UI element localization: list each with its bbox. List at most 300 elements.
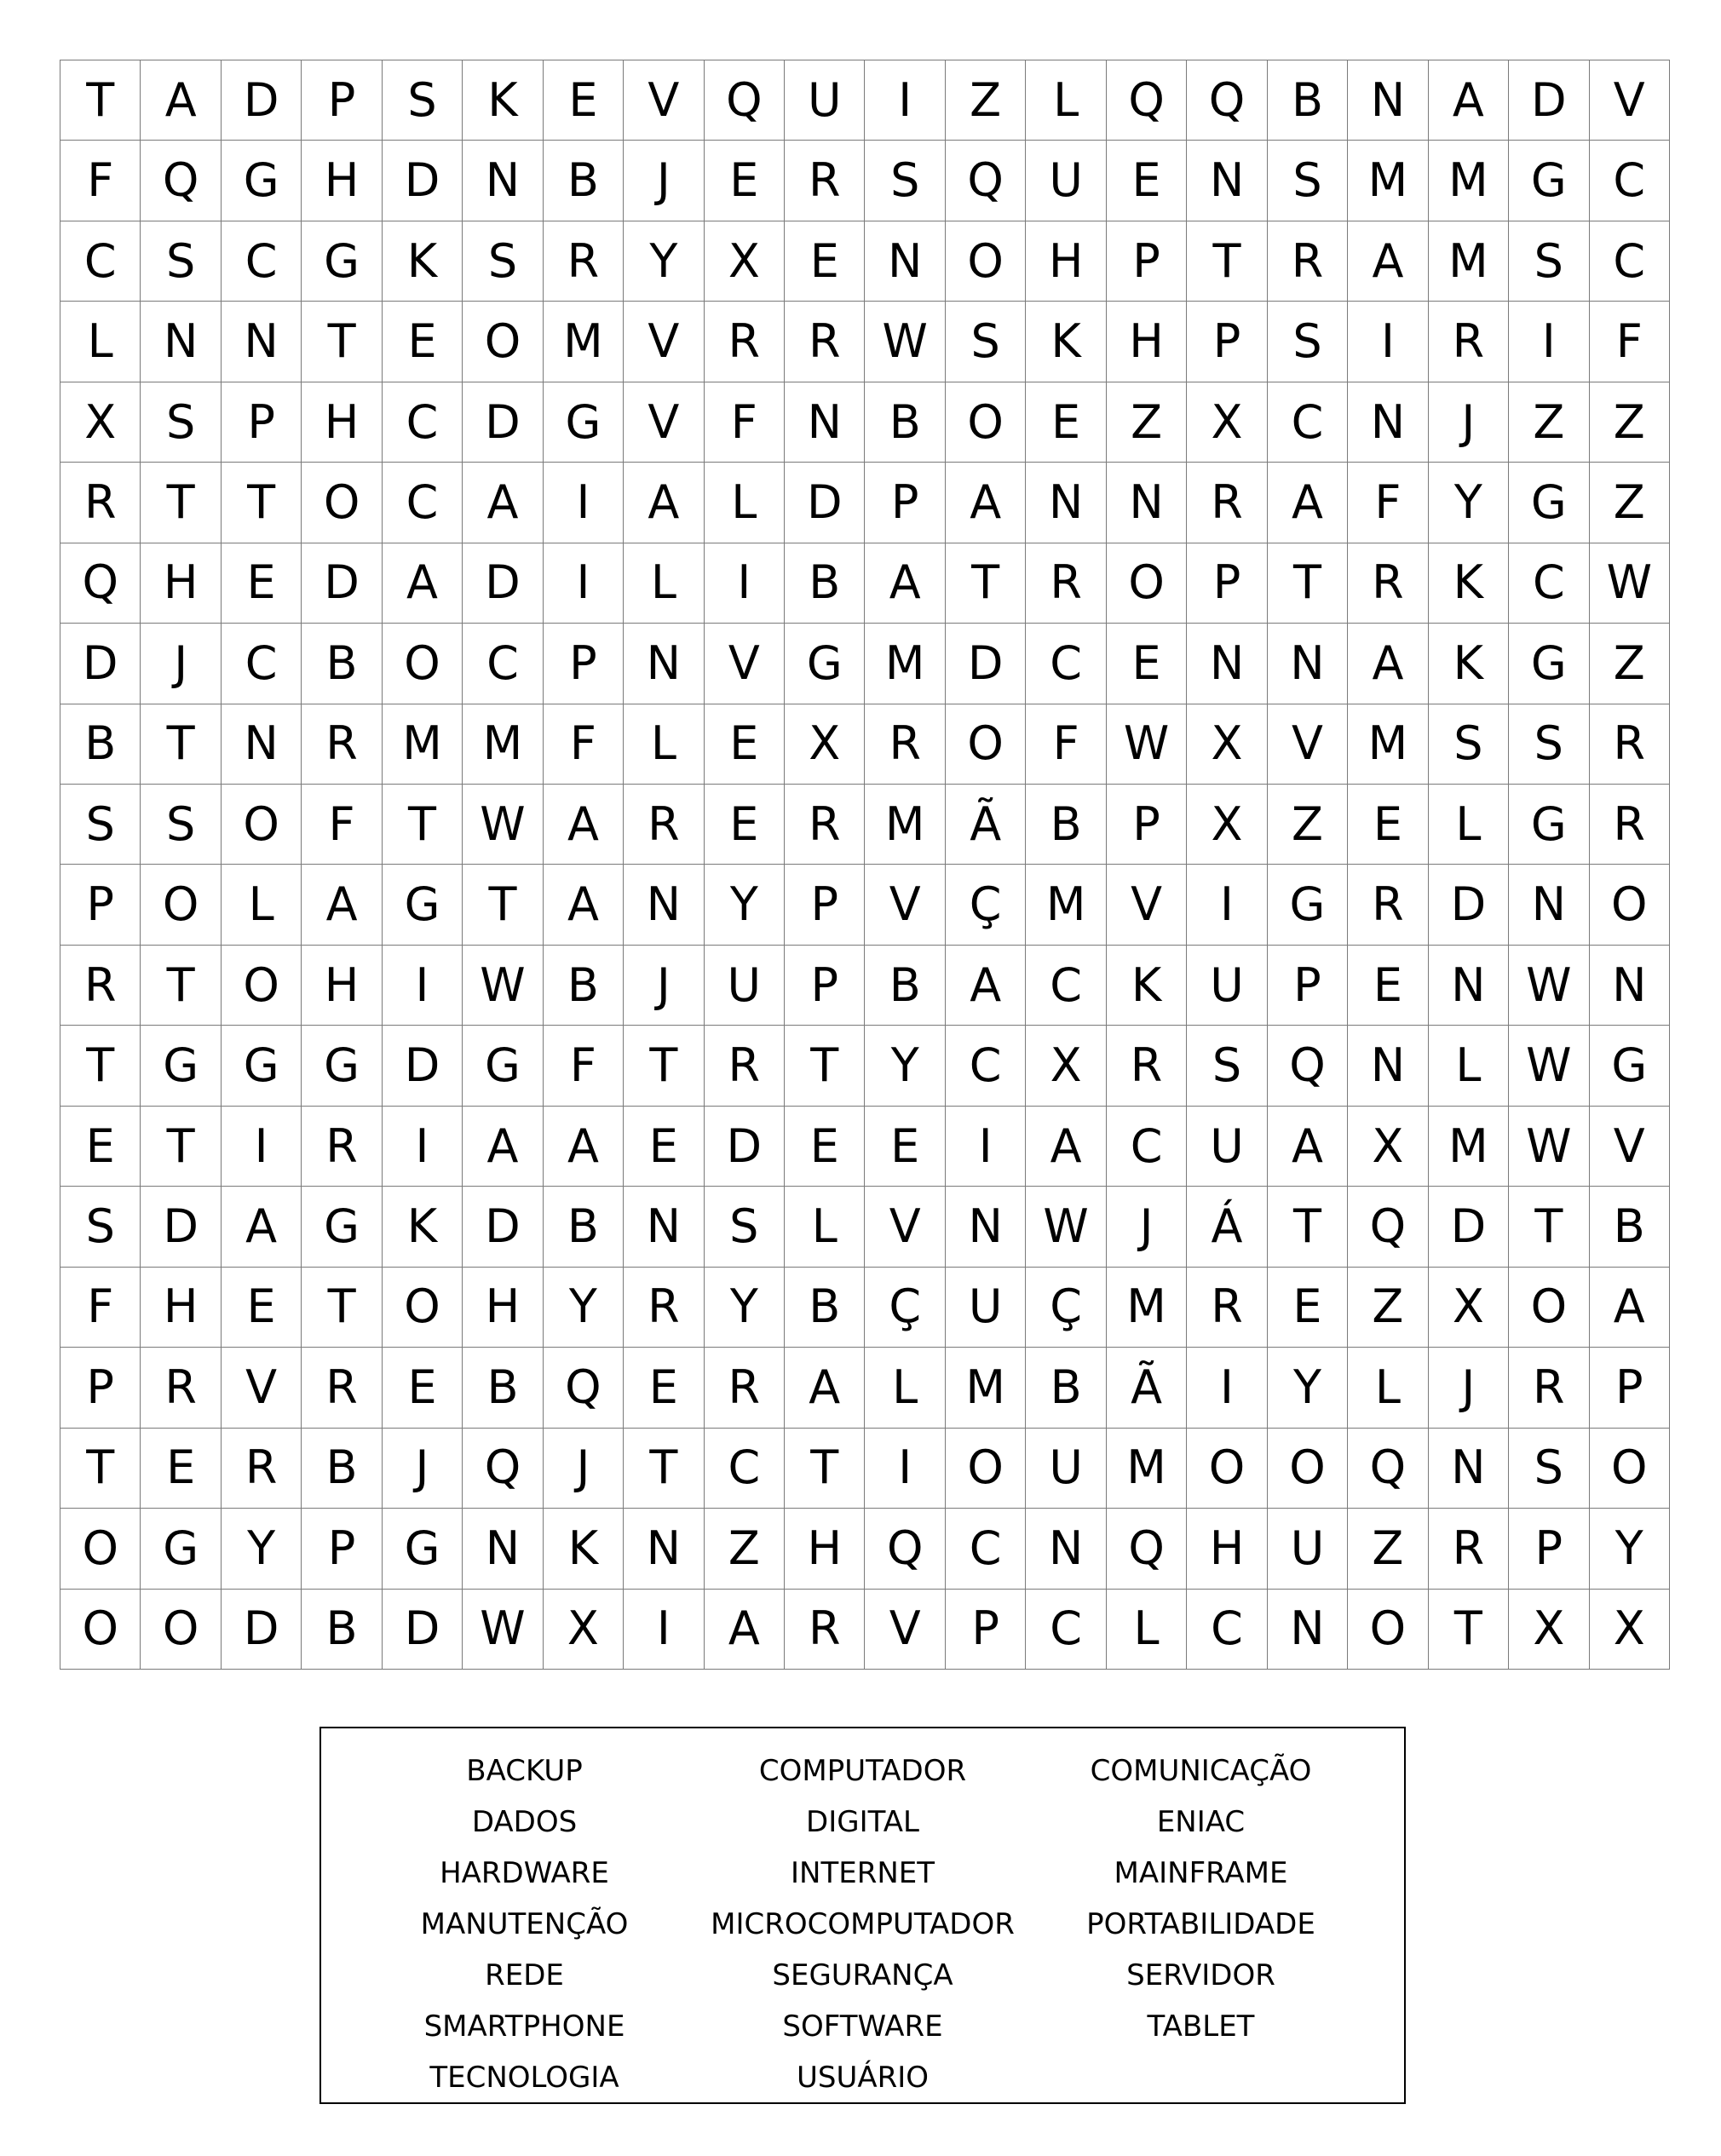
- grid-cell[interactable]: O: [60, 1509, 141, 1589]
- grid-cell[interactable]: H: [785, 1509, 865, 1589]
- grid-cell[interactable]: R: [302, 1107, 382, 1187]
- grid-cell[interactable]: G: [1509, 141, 1589, 221]
- grid-cell[interactable]: R: [544, 221, 624, 302]
- grid-cell[interactable]: R: [1429, 1509, 1509, 1589]
- grid-cell[interactable]: A: [463, 1107, 543, 1187]
- grid-cell[interactable]: Q: [865, 1509, 945, 1589]
- grid-cell[interactable]: N: [1509, 865, 1589, 945]
- grid-cell[interactable]: F: [60, 1268, 141, 1348]
- grid-cell[interactable]: Z: [1590, 463, 1670, 543]
- grid-cell[interactable]: V: [624, 60, 704, 141]
- grid-cell[interactable]: R: [1107, 1026, 1187, 1106]
- grid-cell[interactable]: E: [544, 60, 624, 141]
- grid-cell[interactable]: P: [302, 60, 382, 141]
- grid-cell[interactable]: M: [1348, 704, 1428, 785]
- grid-cell[interactable]: N: [946, 1187, 1026, 1267]
- grid-cell[interactable]: O: [1107, 543, 1187, 624]
- grid-cell[interactable]: Q: [1348, 1187, 1428, 1267]
- grid-cell[interactable]: F: [544, 1026, 624, 1106]
- grid-cell[interactable]: V: [1268, 704, 1348, 785]
- grid-cell[interactable]: H: [302, 946, 382, 1026]
- grid-cell[interactable]: R: [1187, 463, 1267, 543]
- grid-cell[interactable]: I: [544, 463, 624, 543]
- grid-cell[interactable]: N: [1026, 463, 1106, 543]
- grid-cell[interactable]: C: [1590, 221, 1670, 302]
- grid-cell[interactable]: C: [1509, 543, 1589, 624]
- grid-cell[interactable]: N: [463, 141, 543, 221]
- grid-cell[interactable]: R: [302, 704, 382, 785]
- grid-cell[interactable]: S: [141, 221, 221, 302]
- grid-cell[interactable]: M: [1429, 141, 1509, 221]
- grid-cell[interactable]: I: [1187, 1348, 1267, 1428]
- grid-cell[interactable]: P: [785, 865, 865, 945]
- grid-cell[interactable]: Ç: [1026, 1268, 1106, 1348]
- grid-cell[interactable]: T: [141, 463, 221, 543]
- grid-cell[interactable]: A: [785, 1348, 865, 1428]
- grid-cell[interactable]: O: [1509, 1268, 1589, 1348]
- grid-cell[interactable]: P: [302, 1509, 382, 1589]
- grid-cell[interactable]: T: [302, 1268, 382, 1348]
- grid-cell[interactable]: T: [785, 1429, 865, 1509]
- grid-cell[interactable]: D: [383, 141, 463, 221]
- grid-cell[interactable]: T: [141, 946, 221, 1026]
- grid-cell[interactable]: I: [865, 1429, 945, 1509]
- grid-cell[interactable]: X: [1429, 1268, 1509, 1348]
- grid-cell[interactable]: C: [1187, 1590, 1267, 1670]
- grid-cell[interactable]: C: [222, 624, 302, 704]
- grid-cell[interactable]: O: [1348, 1590, 1428, 1670]
- grid-cell[interactable]: G: [383, 865, 463, 945]
- grid-cell[interactable]: H: [1026, 221, 1106, 302]
- grid-cell[interactable]: E: [1348, 946, 1428, 1026]
- grid-cell[interactable]: T: [141, 1107, 221, 1187]
- grid-cell[interactable]: B: [302, 624, 382, 704]
- grid-cell[interactable]: W: [1026, 1187, 1106, 1267]
- grid-cell[interactable]: L: [1107, 1590, 1187, 1670]
- grid-cell[interactable]: E: [383, 302, 463, 382]
- grid-cell[interactable]: S: [1509, 221, 1589, 302]
- grid-cell[interactable]: K: [1429, 624, 1509, 704]
- grid-cell[interactable]: O: [1268, 1429, 1348, 1509]
- grid-cell[interactable]: H: [463, 1268, 543, 1348]
- grid-cell[interactable]: T: [222, 463, 302, 543]
- grid-cell[interactable]: G: [1509, 463, 1589, 543]
- grid-cell[interactable]: C: [1026, 624, 1106, 704]
- grid-cell[interactable]: B: [302, 1590, 382, 1670]
- grid-cell[interactable]: L: [1348, 1348, 1428, 1428]
- grid-cell[interactable]: Ç: [946, 865, 1026, 945]
- grid-cell[interactable]: Y: [624, 221, 704, 302]
- grid-cell[interactable]: Y: [544, 1268, 624, 1348]
- grid-cell[interactable]: T: [1429, 1590, 1509, 1670]
- grid-cell[interactable]: P: [1187, 543, 1267, 624]
- grid-cell[interactable]: P: [222, 382, 302, 463]
- grid-cell[interactable]: W: [1590, 543, 1670, 624]
- grid-cell[interactable]: W: [1509, 1107, 1589, 1187]
- grid-cell[interactable]: G: [785, 624, 865, 704]
- grid-cell[interactable]: R: [1187, 1268, 1267, 1348]
- grid-cell[interactable]: A: [1429, 60, 1509, 141]
- grid-cell[interactable]: N: [1348, 1026, 1428, 1106]
- grid-cell[interactable]: X: [1590, 1590, 1670, 1670]
- grid-cell[interactable]: B: [785, 1268, 865, 1348]
- grid-cell[interactable]: E: [222, 543, 302, 624]
- grid-cell[interactable]: G: [1268, 865, 1348, 945]
- grid-cell[interactable]: P: [1509, 1509, 1589, 1589]
- grid-cell[interactable]: I: [865, 60, 945, 141]
- grid-cell[interactable]: C: [222, 221, 302, 302]
- grid-cell[interactable]: F: [60, 141, 141, 221]
- grid-cell[interactable]: G: [141, 1509, 221, 1589]
- grid-cell[interactable]: L: [785, 1187, 865, 1267]
- grid-cell[interactable]: M: [1429, 1107, 1509, 1187]
- grid-cell[interactable]: N: [624, 624, 704, 704]
- grid-cell[interactable]: S: [383, 60, 463, 141]
- grid-cell[interactable]: R: [1026, 543, 1106, 624]
- grid-cell[interactable]: P: [785, 946, 865, 1026]
- grid-cell[interactable]: V: [705, 624, 785, 704]
- grid-cell[interactable]: I: [705, 543, 785, 624]
- grid-cell[interactable]: R: [222, 1429, 302, 1509]
- grid-cell[interactable]: X: [1348, 1107, 1428, 1187]
- grid-cell[interactable]: X: [1187, 704, 1267, 785]
- grid-cell[interactable]: G: [302, 1187, 382, 1267]
- grid-cell[interactable]: K: [1107, 946, 1187, 1026]
- grid-cell[interactable]: F: [705, 382, 785, 463]
- grid-cell[interactable]: W: [463, 946, 543, 1026]
- grid-cell[interactable]: O: [141, 865, 221, 945]
- grid-cell[interactable]: D: [946, 624, 1026, 704]
- grid-cell[interactable]: S: [1268, 141, 1348, 221]
- grid-cell[interactable]: I: [946, 1107, 1026, 1187]
- grid-cell[interactable]: I: [1509, 302, 1589, 382]
- grid-cell[interactable]: X: [705, 221, 785, 302]
- grid-cell[interactable]: Q: [1348, 1429, 1428, 1509]
- grid-cell[interactable]: S: [1187, 1026, 1267, 1106]
- grid-cell[interactable]: O: [302, 463, 382, 543]
- grid-cell[interactable]: O: [1590, 1429, 1670, 1509]
- grid-cell[interactable]: Q: [463, 1429, 543, 1509]
- grid-cell[interactable]: D: [222, 60, 302, 141]
- grid-cell[interactable]: R: [705, 1348, 785, 1428]
- grid-cell[interactable]: J: [624, 141, 704, 221]
- grid-cell[interactable]: N: [1268, 624, 1348, 704]
- grid-cell[interactable]: G: [222, 141, 302, 221]
- grid-cell[interactable]: O: [60, 1590, 141, 1670]
- grid-cell[interactable]: M: [1107, 1429, 1187, 1509]
- grid-cell[interactable]: N: [141, 302, 221, 382]
- grid-cell[interactable]: L: [1429, 785, 1509, 865]
- grid-cell[interactable]: C: [60, 221, 141, 302]
- grid-cell[interactable]: U: [1026, 1429, 1106, 1509]
- grid-cell[interactable]: R: [60, 946, 141, 1026]
- grid-cell[interactable]: C: [1026, 946, 1106, 1026]
- grid-cell[interactable]: E: [1268, 1268, 1348, 1348]
- grid-cell[interactable]: E: [624, 1348, 704, 1428]
- grid-cell[interactable]: I: [1187, 865, 1267, 945]
- grid-cell[interactable]: S: [1509, 704, 1589, 785]
- grid-cell[interactable]: J: [624, 946, 704, 1026]
- grid-cell[interactable]: N: [1187, 624, 1267, 704]
- grid-cell[interactable]: S: [60, 785, 141, 865]
- grid-cell[interactable]: J: [1429, 382, 1509, 463]
- grid-cell[interactable]: B: [1026, 785, 1106, 865]
- grid-cell[interactable]: C: [946, 1509, 1026, 1589]
- grid-cell[interactable]: M: [1107, 1268, 1187, 1348]
- grid-cell[interactable]: W: [463, 1590, 543, 1670]
- grid-cell[interactable]: M: [383, 704, 463, 785]
- grid-cell[interactable]: M: [1429, 221, 1509, 302]
- grid-cell[interactable]: A: [141, 60, 221, 141]
- grid-cell[interactable]: N: [1268, 1590, 1348, 1670]
- grid-cell[interactable]: G: [383, 1509, 463, 1589]
- grid-cell[interactable]: I: [624, 1590, 704, 1670]
- grid-cell[interactable]: X: [1187, 785, 1267, 865]
- grid-cell[interactable]: T: [383, 785, 463, 865]
- grid-cell[interactable]: O: [946, 221, 1026, 302]
- grid-cell[interactable]: N: [1348, 60, 1428, 141]
- grid-cell[interactable]: L: [865, 1348, 945, 1428]
- grid-cell[interactable]: B: [1026, 1348, 1106, 1428]
- grid-cell[interactable]: L: [624, 543, 704, 624]
- grid-cell[interactable]: H: [1107, 302, 1187, 382]
- grid-cell[interactable]: F: [1026, 704, 1106, 785]
- grid-cell[interactable]: T: [1509, 1187, 1589, 1267]
- grid-cell[interactable]: B: [544, 141, 624, 221]
- grid-cell[interactable]: C: [1026, 1590, 1106, 1670]
- grid-cell[interactable]: P: [544, 624, 624, 704]
- grid-cell[interactable]: Q: [946, 141, 1026, 221]
- grid-cell[interactable]: A: [1268, 463, 1348, 543]
- grid-cell[interactable]: C: [1268, 382, 1348, 463]
- grid-cell[interactable]: W: [463, 785, 543, 865]
- grid-cell[interactable]: J: [1107, 1187, 1187, 1267]
- grid-cell[interactable]: A: [705, 1590, 785, 1670]
- grid-cell[interactable]: C: [705, 1429, 785, 1509]
- grid-cell[interactable]: X: [1026, 1026, 1106, 1106]
- grid-cell[interactable]: O: [383, 624, 463, 704]
- grid-cell[interactable]: S: [141, 785, 221, 865]
- grid-cell[interactable]: Q: [60, 543, 141, 624]
- grid-cell[interactable]: Á: [1187, 1187, 1267, 1267]
- grid-cell[interactable]: E: [624, 1107, 704, 1187]
- grid-cell[interactable]: E: [141, 1429, 221, 1509]
- grid-cell[interactable]: G: [302, 221, 382, 302]
- grid-cell[interactable]: D: [1429, 865, 1509, 945]
- grid-cell[interactable]: P: [865, 463, 945, 543]
- grid-cell[interactable]: D: [463, 382, 543, 463]
- grid-cell[interactable]: Z: [946, 60, 1026, 141]
- grid-cell[interactable]: P: [1107, 785, 1187, 865]
- grid-cell[interactable]: M: [1348, 141, 1428, 221]
- grid-cell[interactable]: N: [785, 382, 865, 463]
- grid-cell[interactable]: P: [60, 865, 141, 945]
- grid-cell[interactable]: J: [383, 1429, 463, 1509]
- grid-cell[interactable]: N: [222, 302, 302, 382]
- grid-cell[interactable]: I: [1348, 302, 1428, 382]
- grid-cell[interactable]: U: [1187, 946, 1267, 1026]
- grid-cell[interactable]: G: [463, 1026, 543, 1106]
- grid-cell[interactable]: G: [302, 1026, 382, 1106]
- grid-cell[interactable]: A: [302, 865, 382, 945]
- grid-cell[interactable]: R: [1509, 1348, 1589, 1428]
- grid-cell[interactable]: N: [1026, 1509, 1106, 1589]
- grid-cell[interactable]: S: [1509, 1429, 1589, 1509]
- grid-cell[interactable]: D: [222, 1590, 302, 1670]
- grid-cell[interactable]: M: [1026, 865, 1106, 945]
- grid-cell[interactable]: Z: [1590, 382, 1670, 463]
- grid-cell[interactable]: V: [865, 1187, 945, 1267]
- grid-cell[interactable]: I: [544, 543, 624, 624]
- grid-cell[interactable]: T: [60, 1026, 141, 1106]
- grid-cell[interactable]: K: [463, 60, 543, 141]
- grid-cell[interactable]: M: [544, 302, 624, 382]
- grid-cell[interactable]: B: [544, 1187, 624, 1267]
- grid-cell[interactable]: I: [222, 1107, 302, 1187]
- grid-cell[interactable]: R: [705, 1026, 785, 1106]
- grid-cell[interactable]: Q: [705, 60, 785, 141]
- grid-cell[interactable]: Z: [1107, 382, 1187, 463]
- grid-cell[interactable]: U: [785, 60, 865, 141]
- grid-cell[interactable]: N: [1590, 946, 1670, 1026]
- grid-cell[interactable]: A: [222, 1187, 302, 1267]
- grid-cell[interactable]: Z: [1268, 785, 1348, 865]
- grid-cell[interactable]: A: [1590, 1268, 1670, 1348]
- grid-cell[interactable]: O: [222, 946, 302, 1026]
- grid-cell[interactable]: W: [1509, 1026, 1589, 1106]
- grid-cell[interactable]: Ã: [1107, 1348, 1187, 1428]
- grid-cell[interactable]: Y: [1268, 1348, 1348, 1428]
- grid-cell[interactable]: R: [302, 1348, 382, 1428]
- grid-cell[interactable]: K: [383, 221, 463, 302]
- grid-cell[interactable]: S: [946, 302, 1026, 382]
- grid-cell[interactable]: C: [1590, 141, 1670, 221]
- grid-cell[interactable]: Q: [1107, 1509, 1187, 1589]
- grid-cell[interactable]: Y: [1429, 463, 1509, 543]
- grid-cell[interactable]: A: [463, 463, 543, 543]
- grid-cell[interactable]: D: [141, 1187, 221, 1267]
- grid-cell[interactable]: F: [544, 704, 624, 785]
- grid-cell[interactable]: D: [463, 543, 543, 624]
- grid-cell[interactable]: R: [865, 704, 945, 785]
- grid-cell[interactable]: E: [1348, 785, 1428, 865]
- grid-cell[interactable]: M: [865, 624, 945, 704]
- grid-cell[interactable]: S: [1429, 704, 1509, 785]
- grid-cell[interactable]: Q: [141, 141, 221, 221]
- grid-cell[interactable]: C: [383, 463, 463, 543]
- grid-cell[interactable]: N: [1107, 463, 1187, 543]
- grid-cell[interactable]: H: [1187, 1509, 1267, 1589]
- grid-cell[interactable]: Y: [865, 1026, 945, 1106]
- grid-cell[interactable]: Q: [1268, 1026, 1348, 1106]
- grid-cell[interactable]: R: [1590, 785, 1670, 865]
- grid-cell[interactable]: K: [1026, 302, 1106, 382]
- grid-cell[interactable]: X: [60, 382, 141, 463]
- grid-cell[interactable]: L: [624, 704, 704, 785]
- grid-cell[interactable]: B: [302, 1429, 382, 1509]
- grid-cell[interactable]: N: [1429, 946, 1509, 1026]
- grid-cell[interactable]: O: [946, 704, 1026, 785]
- grid-cell[interactable]: B: [60, 704, 141, 785]
- grid-cell[interactable]: E: [785, 221, 865, 302]
- grid-cell[interactable]: T: [60, 1429, 141, 1509]
- grid-cell[interactable]: L: [222, 865, 302, 945]
- grid-cell[interactable]: H: [302, 382, 382, 463]
- grid-cell[interactable]: A: [946, 463, 1026, 543]
- grid-cell[interactable]: Z: [1348, 1509, 1428, 1589]
- grid-cell[interactable]: U: [946, 1268, 1026, 1348]
- grid-cell[interactable]: T: [1268, 1187, 1348, 1267]
- grid-cell[interactable]: T: [946, 543, 1026, 624]
- grid-cell[interactable]: E: [705, 141, 785, 221]
- grid-cell[interactable]: F: [1590, 302, 1670, 382]
- grid-cell[interactable]: F: [1348, 463, 1428, 543]
- grid-cell[interactable]: U: [1268, 1509, 1348, 1589]
- grid-cell[interactable]: N: [624, 865, 704, 945]
- grid-cell[interactable]: Q: [544, 1348, 624, 1428]
- grid-cell[interactable]: T: [60, 60, 141, 141]
- grid-cell[interactable]: Z: [1590, 624, 1670, 704]
- grid-cell[interactable]: T: [624, 1429, 704, 1509]
- grid-cell[interactable]: E: [1026, 382, 1106, 463]
- grid-cell[interactable]: X: [1187, 382, 1267, 463]
- grid-cell[interactable]: N: [1348, 382, 1428, 463]
- grid-cell[interactable]: D: [463, 1187, 543, 1267]
- grid-cell[interactable]: Ã: [946, 785, 1026, 865]
- grid-cell[interactable]: M: [463, 704, 543, 785]
- grid-cell[interactable]: R: [785, 302, 865, 382]
- grid-cell[interactable]: V: [624, 302, 704, 382]
- grid-cell[interactable]: R: [60, 463, 141, 543]
- grid-cell[interactable]: V: [865, 865, 945, 945]
- grid-cell[interactable]: B: [865, 382, 945, 463]
- grid-cell[interactable]: X: [544, 1590, 624, 1670]
- grid-cell[interactable]: P: [1590, 1348, 1670, 1428]
- grid-cell[interactable]: W: [865, 302, 945, 382]
- grid-cell[interactable]: N: [624, 1509, 704, 1589]
- grid-cell[interactable]: D: [383, 1026, 463, 1106]
- grid-cell[interactable]: J: [141, 624, 221, 704]
- grid-cell[interactable]: O: [141, 1590, 221, 1670]
- grid-cell[interactable]: O: [946, 1429, 1026, 1509]
- grid-cell[interactable]: T: [785, 1026, 865, 1106]
- grid-cell[interactable]: G: [1509, 785, 1589, 865]
- grid-cell[interactable]: R: [1348, 865, 1428, 945]
- grid-cell[interactable]: S: [463, 221, 543, 302]
- grid-cell[interactable]: A: [1026, 1107, 1106, 1187]
- grid-cell[interactable]: R: [624, 1268, 704, 1348]
- grid-cell[interactable]: L: [1026, 60, 1106, 141]
- grid-cell[interactable]: N: [1429, 1429, 1509, 1509]
- grid-cell[interactable]: A: [1348, 221, 1428, 302]
- grid-cell[interactable]: P: [946, 1590, 1026, 1670]
- grid-cell[interactable]: B: [544, 946, 624, 1026]
- grid-cell[interactable]: N: [865, 221, 945, 302]
- grid-cell[interactable]: O: [1590, 865, 1670, 945]
- grid-cell[interactable]: O: [463, 302, 543, 382]
- grid-cell[interactable]: L: [1429, 1026, 1509, 1106]
- grid-cell[interactable]: I: [383, 1107, 463, 1187]
- grid-cell[interactable]: B: [785, 543, 865, 624]
- grid-cell[interactable]: H: [141, 1268, 221, 1348]
- grid-cell[interactable]: P: [1107, 221, 1187, 302]
- grid-cell[interactable]: P: [60, 1348, 141, 1428]
- grid-cell[interactable]: R: [1348, 543, 1428, 624]
- grid-cell[interactable]: F: [302, 785, 382, 865]
- grid-cell[interactable]: V: [624, 382, 704, 463]
- grid-cell[interactable]: C: [383, 382, 463, 463]
- grid-cell[interactable]: R: [785, 785, 865, 865]
